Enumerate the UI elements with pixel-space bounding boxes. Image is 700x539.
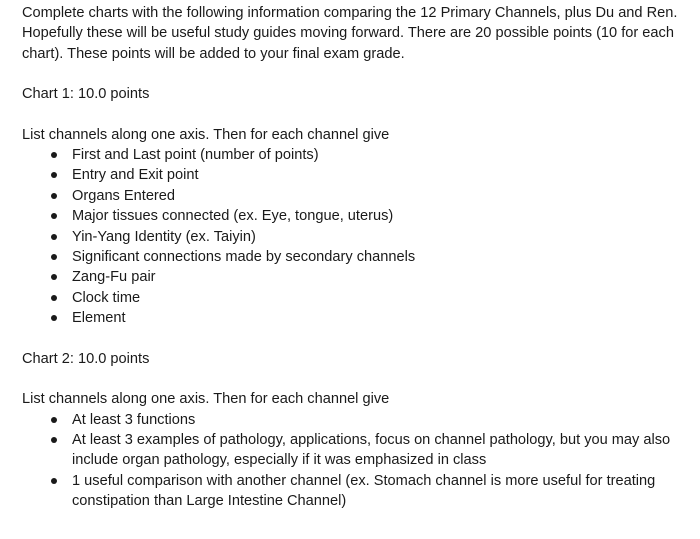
list-item-text: Zang-Fu pair [72,269,156,286]
list-item-text: Element [72,310,126,327]
list-item [22,288,680,308]
bullet-icon [51,478,57,484]
bullet-icon [51,172,57,178]
list-item-text: Major tissues connected (ex. Eye, tongue, uterus) [72,208,394,225]
bullet-icon [51,274,57,280]
bullet-icon [51,234,57,240]
bullet-icon [51,152,57,158]
chart1-list [22,145,680,329]
list-item [22,410,680,430]
intro-paragraph: Complete charts with the following information comparing the 12 Primary Channels, plus Du and Ren. Hopefully these will be useful study guides moving forward. There are 20 possible points (10 for each chart). These points will be added to your final exam grade. [22,5,678,62]
spacer [22,64,680,84]
list-item [22,206,680,226]
list-item-text: First and Last point (number of points) [72,147,319,164]
list-item-text: Clock time [72,289,141,306]
chart1-heading: Chart 1: 10.0 points [22,86,150,103]
bullet-icon [51,193,57,199]
bullet-icon [51,295,57,301]
bullet-icon [51,254,57,260]
list-item [22,471,680,512]
chart1-lead: List channels along one axis. Then for each channel give [22,126,390,143]
list-item-text: Yin-Yang Identity (ex. Taiyin) [72,228,256,245]
list-item [22,165,680,185]
list-item [22,430,680,471]
list-item [22,247,680,267]
bullet-icon [51,213,57,219]
list-item-text: 1 useful comparison with another channel (ex. Stomach channel is more useful for treating constipation than Large Intestine Channel) [72,472,656,510]
chart2-lead: List channels along one axis. Then for each channel give [22,391,390,408]
list-item-text: Significant connections made by secondary channels [72,249,416,266]
list-item-text: Organs Entered [72,187,176,204]
bullet-icon [51,417,57,423]
list-item [22,186,680,206]
chart2-heading: Chart 2: 10.0 points [22,350,150,367]
chart2-list [22,410,680,512]
list-item [22,308,680,328]
bullet-icon [51,437,57,443]
list-item [22,227,680,247]
list-item [22,145,680,165]
bullet-icon [51,315,57,321]
list-item [22,267,680,287]
spacer [22,329,680,349]
spacer [22,369,680,389]
list-item-text: At least 3 examples of pathology, applications, focus on channel pathology, but you may also include organ pathology, especially if it was emphasized in class [72,431,671,469]
list-item-text: Entry and Exit point [72,167,199,184]
spacer [22,105,680,125]
list-item-text: At least 3 functions [72,411,196,428]
